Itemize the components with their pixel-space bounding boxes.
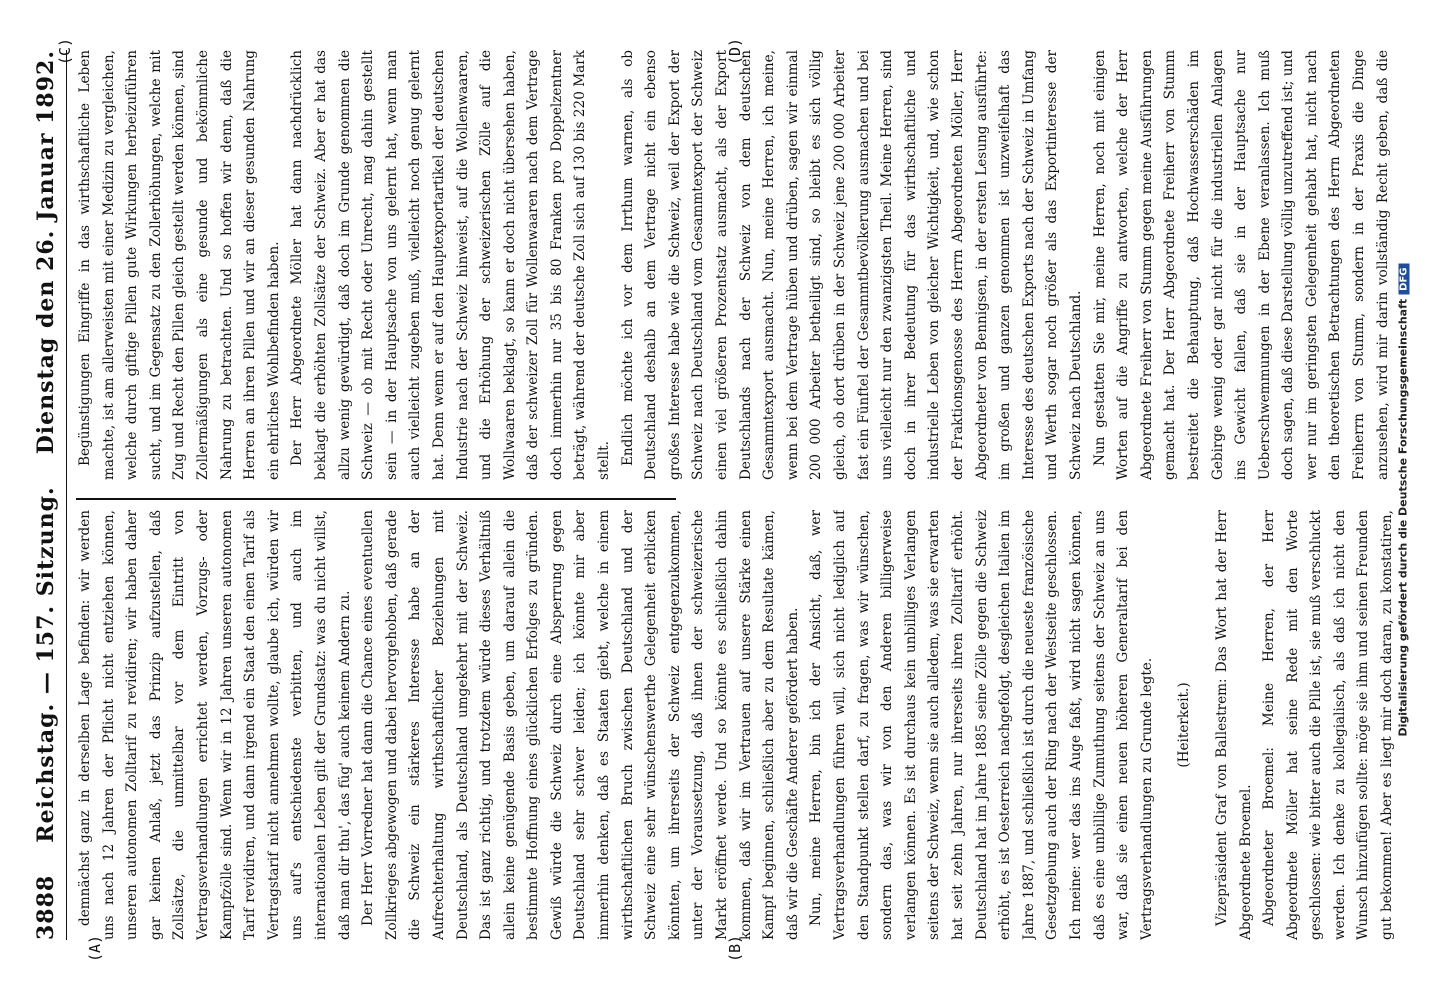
column-divider [76, 499, 676, 501]
header-left-title: Reichstag. — 157. Sitzung. [33, 486, 59, 843]
margin-marker-c: (C) [56, 37, 74, 65]
credit-text: Digitalisierung gefördert durch die Deutsche Forschungsgemeinschaft [1396, 298, 1410, 737]
paragraph: Nun gestatten Sie mir, meine Herren, noch mit einigen Worten auf die Angriffe zu antworten, welche der Herr Abgeordnete Freiherr von Stumm gegen meine Ausführungen gemacht hat. Der Herr Abgeordnete Freiherr von Stumm bestreitet die Behauptung, daß Hochwasserschäden im Gebirge wenig oder gar nicht für die industriellen Anlagen ins Gewicht fallen, daß sie in der Hauptsache nur Ueberschwemmungen in der Ebene veranlassen. Ich muß doch sagen, daß diese Darstellung völlig unzutreffend ist; und wer nur im geringsten Gelegenheit gehabt hat, nicht nach den theoretischen Betrachtungen des Herrn Abgeordneten Freiherrn von Stumm, sondern in der Praxis die Dinge anzusehen, wird mir darin vollständig Recht geben, daß die [1091, 50, 1391, 480]
margin-marker-a: (A) [86, 934, 104, 962]
paragraph: demnächst ganz in derselben Lage befinden: wir werden uns nach 12 Jahren der Pflicht nicht entziehen können, unseren autonomen Zolltarif zu revidiren; wir haben daher gar keinen Anlaß, jetzt das Prinzip aufzustellen, daß Zollsätze, die unmittelbar vor dem Eintritt von Vertragsverhandlungen errichtet werden, Vorzugs- oder Kampfzölle sind. Wenn wir in 12 Jahren unseren autonomen Tarif revidiren, und dann irgend ein Staat den einen Tarif als Vertragstarif nicht annehmen wollte, glaube ich, würden wir uns auf's entschiedenste verbitten, und auch im internationalen Leben gilt der Grundsatz: was du nicht willst, daß man dir thu', das füg' auch keinem Andern zu. [77, 510, 353, 940]
paragraph: Endlich möchte ich vor dem Irrthum warnen, als ob Deutschland deshalb an dem Vertrage nicht ein ebenso großes Interesse habe wie die Schweiz, weil der Export der Schweiz nach Deutschland vom Gesammtexport der Schweiz einen viel größeren Prozentsatz ausmacht, als der Export Deutschlands nach der Schweiz von dem deutschen Gesammtexport ausmacht. Nun, meine Herren, ich meine, wenn bei dem Vertrage hüben und drüben, sagen wir einmal 200 000 Arbeiter betheiligt sind, so bleibt es sich völlig gleich, ob dort drüben in der Schweiz jene 200 000 Arbeiter fast ein Fünftel der Gesammtbevölkerung ausmachen und bei uns vielleicht nur den zwanzigsten Theil. Meine Herren, sind doch in ihrer Bedeutung für das wirthschaftliche und industrielle Leben von gleicher Wichtigkeit, und, wie schon der Fraktionsgenosse des Herrn Abgeordneten Möller, Herr Abgeordneter von Bennigsen, in der ersten Lesung ausführte: im großen und ganzen genommen ist unzweifelhaft das Interesse des deutschen Exports nach der Schweiz in Umfang und Werth sogar noch größer als das Exportinteresse der Schweiz nach Deutschland. [619, 50, 1084, 480]
speaker-paragraph: Vizepräsident Graf von Ballestrem: Das Wort hat der Herr Abgeordnete Broemel. [1213, 510, 1254, 940]
margin-marker-b: (B) [726, 934, 744, 962]
paragraph: Nun, meine Herren, bin ich der Ansicht, daß, wer Vertragsverhandlungen führen will, sich nicht lediglich auf den Standpunkt stellen darf, zu fragen, was wir wünschen, sondern das, was wir von den Anderen billigerweise verlangen können. Es ist durchaus kein unbilliges Verlangen seitens der Schweiz, wenn sie auch alledem, was sie erwarten hat seit zehn Jahren, nur ihrerseits ihren Zolltarif erhöht. Deutschland hat im Jahre 1885 seine Zölle gegen die Schweiz erhöht, es ist Oesterreich nachgefolgt, desgleichen Italien im Jahre 1887, und schließlich ist durch die neueste französische Gesetzgebung auch der Ring nach der Westseite geschlossen. Ich meine: wer das ins Auge faßt, wird nicht sagen können, daß es eine unbillige Zumuthung seitens der Schweiz an uns war, daß sie einen neuen höheren Generaltarif bei den Vertragsverhandlungen zu Grunde legte. [808, 510, 1155, 940]
page-header [26, 50, 67, 940]
right-column [74, 50, 1396, 480]
speaker-paragraph: Abgeordneter Broemel: Meine Herren, der Herr Abgeordnete Möller hat seine Rede mit den Worte geschlossen: wie bitter auch die Pille ist, sie muß verschluckt werden. Ich denke zu kollegialisch, als daß ich nicht den Wunsch hinzufügen sollte: möge sie ihm und seinen Freunden gut bekommen! Aber es liegt mir doch daran, zu konstatiren, [1261, 510, 1396, 940]
left-column [74, 510, 1396, 940]
document-page [26, 30, 1406, 970]
header-right-date: Dienstag den 26. Januar 1892. [33, 50, 59, 455]
stage-direction: (Heiterkeit.) [1176, 682, 1193, 768]
paragraph: Begünstigungen Eingriffe in das wirthschaftliche Leben machte, ist am allerweisten mit einer Medizin zu vergleichen, welche durch giftige Pillen gute Wirkungen herbeizuführen sucht, und im Gegensatz zu den Zollerhöhungen, welche mit Zug und Recht den Pillen gleich gestellt werden können, sind Zollermäßigungen als eine gesunde und bekömmliche Nahrung zu betrachten. Und so hoffen wir denn, daß die Herren an ihren Pillen und wir an dieser gesunden Nahrung ein ehrliches Wohlbefinden haben. [77, 50, 282, 480]
digitization-credit [1397, 263, 1410, 736]
dfg-logo: DFG [1399, 263, 1410, 294]
margin-marker-d: (D) [726, 37, 744, 65]
page-number: 3888 [33, 874, 59, 940]
paragraph: Der Herr Abgeordnete Möller hat dann nachdrücklich beklagt die erhöhten Zollsätze der Schweiz. Aber er hat das allzu wenig gewürdigt, daß doch im Grunde genommen die Schweiz — ob mit Recht oder Unrecht, mag dahin gestellt sein — in der Hauptsache von uns gelernt hat, wenn man auch vielleicht zugeben muß, vielleicht noch genug gelernt hat. Denn wenn er auf den Hauptexportartikel der deutschen Industrie nach der Schweiz hinweist, auf die Wollenwaaren, und die Erhöhung der schweizerischen Zölle auf die Wollwaaren beklagt, so kann er doch nicht übersehen haben, daß der schweizer Zoll für Wollenwaaren nach dem Vertrage doch immerhin nur 35 bis 80 Franken pro Doppelzentner beträgt, während der deutsche Zoll sich auf 130 bis 220 Mark stellt. [289, 50, 613, 480]
paragraph: Der Herr Vorredner hat dann die Chance eines eventuellen Zollkrieges abgewogen und dabei hervorgehoben, daß gerade die Schweiz ein stärkeres Interesse habe an der Aufrechterhaltung wirthschaftlicher Beziehungen mit Deutschland, als Deutschland umgekehrt mit der Schweiz. Das ist ganz richtig, und trotzdem würde dieses Verhältniß allein keine genügende Basis geben, um darauf allein die bestimmte Hoffnung eines glücklichen Erfolges zu gründen. Gewiß würde die Schweiz durch eine Absperrung gegen Deutschland sehr schwer leiden; ich könnte mir aber immerhin denken, daß es Staaten giebt, welche in einem wirthschaftlichen Bruch zwischen Deutschland und der Schweiz eine sehr wünschenswerthe Gelegenheit erblicken könnten, um ihrerseits der Schweiz entgegenzukommen, unter der Voraussetzung, daß ihnen der schweizerische Markt eröffnet werde. Und so könnte es schließlich dahin kommen, daß wir im Vertrauen auf unsere Stärke einen Kampf beginnen, schließlich aber zu dem Resultate kämen, daß wir die Geschäfte Anderer gefördert haben. [360, 510, 801, 940]
